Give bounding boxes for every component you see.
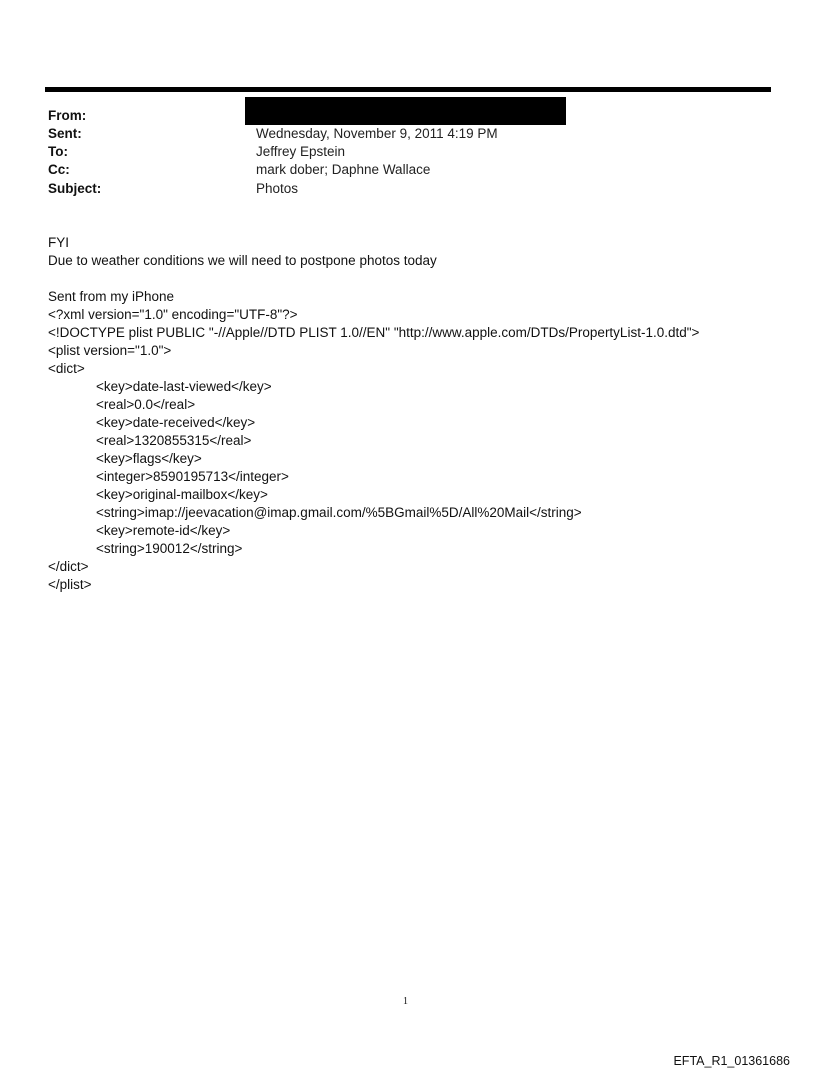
redaction-block: [245, 97, 566, 125]
xml-line: <key>original-mailbox</key>: [96, 487, 268, 502]
cc-value: mark dober; Daphne Wallace: [256, 162, 431, 177]
xml-line: <key>date-received</key>: [96, 415, 256, 430]
to-label: To:: [48, 144, 68, 159]
xml-line: <integer>8590195713</integer>: [96, 469, 289, 484]
xml-line: <plist version="1.0">: [48, 343, 172, 358]
sent-label: Sent:: [48, 126, 82, 141]
to-value: Jeffrey Epstein: [256, 144, 346, 159]
xml-line: <string>190012</string>: [96, 541, 243, 556]
subject-label: Subject:: [48, 181, 102, 196]
body-line: Due to weather conditions we will need to postpone photos today: [48, 253, 437, 268]
from-label: From:: [48, 108, 87, 123]
header-divider: [45, 87, 771, 92]
xml-line: <real>0.0</real>: [96, 397, 196, 412]
page-number: 1: [403, 996, 408, 1007]
xml-line: <real>1320855315</real>: [96, 433, 252, 448]
body-line: FYI: [48, 235, 70, 250]
xml-line: <key>flags</key>: [96, 451, 202, 466]
xml-line: </plist>: [48, 577, 92, 592]
document-id: EFTA_R1_01361686: [673, 1054, 790, 1068]
xml-line: </dict>: [48, 559, 89, 574]
xml-line: <?xml version="1.0" encoding="UTF-8"?>: [48, 307, 298, 322]
xml-line: <dict>: [48, 361, 85, 376]
cc-label: Cc:: [48, 162, 70, 177]
subject-value: Photos: [256, 181, 299, 196]
sent-value: Wednesday, November 9, 2011 4:19 PM: [256, 126, 498, 141]
signature-line: Sent from my iPhone: [48, 289, 175, 304]
xml-line: <key>remote-id</key>: [96, 523, 231, 538]
xml-line: <string>imap://jeevacation@imap.gmail.com/%5BGmail%5D/All%20Mail</string>: [96, 505, 582, 520]
xml-line: <!DOCTYPE plist PUBLIC "-//Apple//DTD PLIST 1.0//EN" "http://www.apple.com/DTDs/PropertyList-1.0.dtd">: [48, 325, 700, 340]
xml-line: <key>date-last-viewed</key>: [96, 379, 272, 394]
